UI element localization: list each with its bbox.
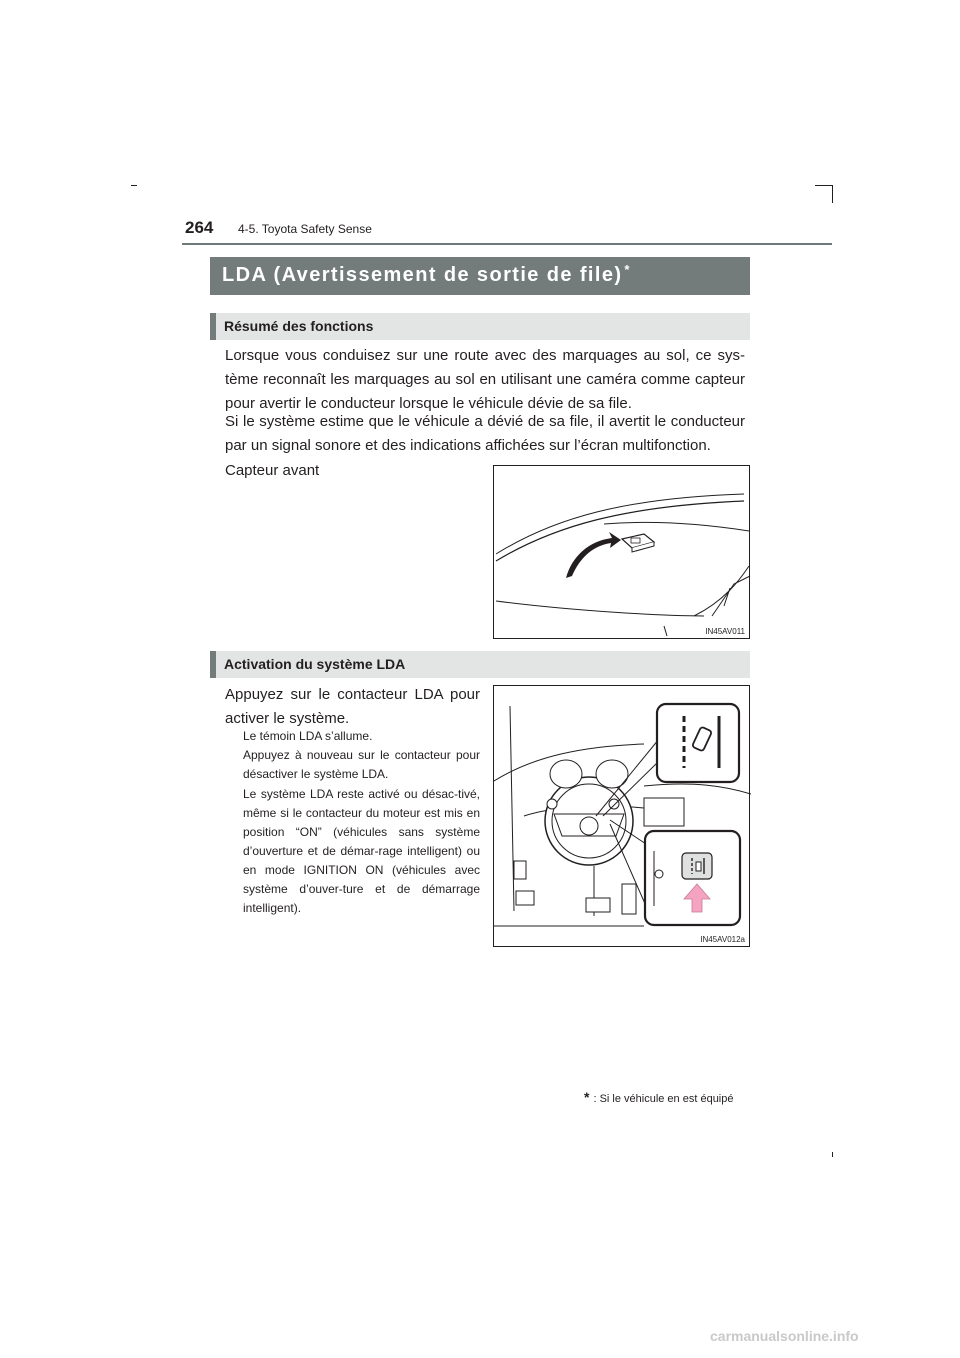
- figure-lda-switch: [493, 685, 750, 947]
- page-title-bar: [210, 257, 750, 295]
- activation-note-1: Le témoin LDA s’allume.: [243, 729, 373, 743]
- title-asterisk: *: [624, 262, 631, 277]
- crop-mark-top-right-v: [832, 185, 833, 203]
- figure-code: IN45AV012a: [700, 935, 745, 944]
- activation-paragraph: Appuyez sur le contacteur LDA pour activer le système.: [225, 686, 480, 727]
- page-title: [222, 264, 631, 287]
- page-number: 264: [185, 218, 214, 237]
- section-heading-summary: [210, 313, 750, 340]
- footnote-asterisk: *: [584, 1089, 590, 1105]
- header-rule: [182, 243, 832, 245]
- figure-code: IN45AV011: [705, 627, 745, 636]
- watermark: carmanualsonline.info: [710, 1328, 859, 1344]
- section-heading-label: Activation du système LDA: [224, 656, 406, 672]
- footnote: [584, 1089, 734, 1105]
- sensor-label: Capteur avant: [225, 462, 320, 479]
- activation-note-3: Le système LDA reste activé ou désac-tivé, même si le contacteur du moteur est mis en position “ON” (véhicules sans système d’ouverture et de démar-rage intelligent) ou en mode IGNITION ON (véhicules avec système d’ouver-ture et de démarrage intelligent).: [243, 787, 480, 915]
- page-title-text: LDA (Avertissement de sortie de file): [222, 264, 623, 286]
- section-heading-activation: [210, 651, 750, 678]
- section-heading-bar: [210, 313, 216, 340]
- crop-mark-bottom-right: [832, 1152, 833, 1157]
- section-heading-label: Résumé des fonctions: [224, 318, 374, 334]
- crop-mark-top-right-h: [815, 185, 833, 186]
- lda-switch-illustration: [494, 686, 751, 948]
- crop-mark-top-left: [131, 185, 137, 186]
- summary-paragraph-2: Si le système estime que le véhicule a dévié de sa file, il avertit le conducteur par un signal sonore et des indications affichées sur l’écran multifonction.: [225, 413, 745, 454]
- section-heading-bar: [210, 651, 216, 678]
- figure-front-sensor: [493, 465, 750, 639]
- footnote-text: : Si le véhicule en est équipé: [593, 1093, 734, 1105]
- summary-paragraph-1: Lorsque vous conduisez sur une route avec des marquages au sol, ce sys-tème reconnaît les marquages au sol en utilisant une caméra comme capteur pour avertir le conducteur lorsque le véhicule dévie de sa file.: [225, 347, 745, 412]
- header-section-title: 4-5. Toyota Safety Sense: [238, 222, 372, 236]
- front-sensor-illustration: [494, 466, 751, 640]
- activation-note-2: Appuyez à nouveau sur le contacteur pour désactiver le système LDA.: [243, 748, 480, 781]
